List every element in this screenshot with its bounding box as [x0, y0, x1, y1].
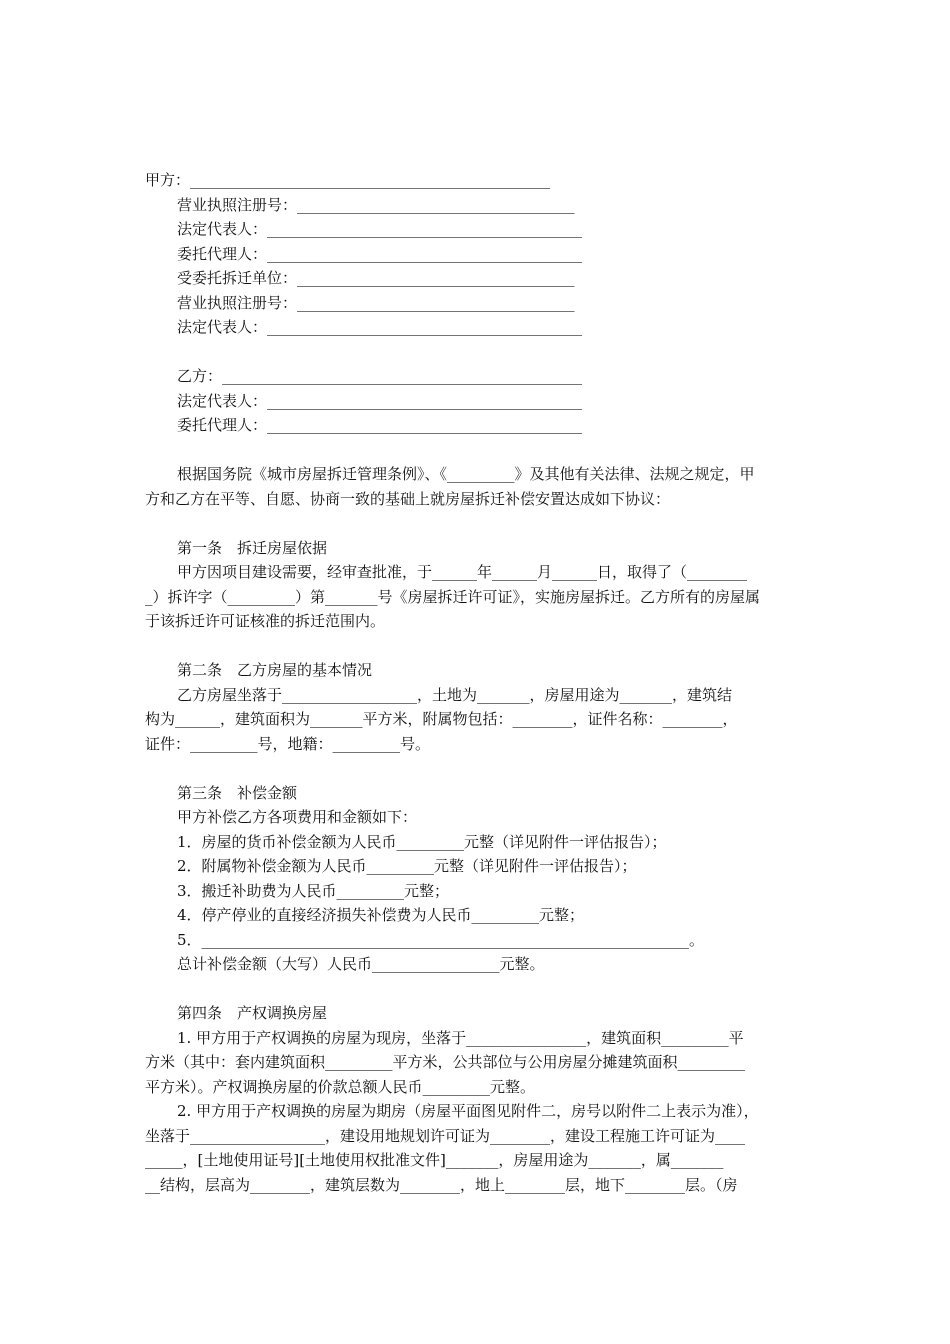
article-4-line: 坐落于__________________，建设用地规划许可证为________，建设工程施工许可证为____ [145, 1126, 746, 1145]
preamble-line: 方和乙方在平等、自愿、协商一致的基础上就房屋拆迁补偿安置达成如下协议： [145, 489, 671, 508]
article-1-line: 于该拆迁许可证核准的拆迁范围内。 [145, 612, 386, 630]
article-3-item: 4．停产停业的直接经济损失补偿费为人民币_________元整； [177, 906, 585, 924]
article-1-line: 甲方因项目建设需要，经审查批准，于______年______月______日，取得了（________ [177, 563, 748, 581]
article-2-line: 乙方房屋坐落于__________________，土地为_______，房屋用途为_______，建筑结 [177, 685, 733, 704]
article-1-title: 第一条 拆迁房屋依据 [177, 538, 328, 557]
article-3-title: 第三条 补偿金额 [177, 783, 298, 802]
article-4-line: __结构，层高为________，建筑层数为________，地上________层，地下________层。（房 [145, 1175, 738, 1194]
article-3-total: 总计补偿金额（大写）人民币_________________元整。 [177, 955, 545, 973]
article-4-title: 第四条 产权调换房屋 [177, 1004, 328, 1022]
preamble-line: 根据国务院《城市房屋拆迁管理条例》、《_________》及其他有关法律、法规之规定，甲 [177, 465, 755, 483]
article-4-line: 方米（其中：套内建筑面积_________平方米，公共部位与公用房屋分摊建筑面积_________ [145, 1053, 746, 1071]
party-a-agent: 委托代理人：__________________________________________ [177, 244, 583, 263]
article-4-line: _____，[土地使用证号][土地使用权批准文件]_______，房屋用途为_______，属_______ [145, 1151, 724, 1169]
article-2-line: 构为______，建筑面积为_______平方米，附属物包括：________，证件名称：________， [145, 710, 738, 728]
party-b-agent: 委托代理人：__________________________________________ [177, 416, 583, 434]
article-3-item: 3．搬迁补助费为人民币_________元整； [177, 881, 450, 900]
article-4-line: 2. 甲方用于产权调换的房屋为期房（房屋平面图见附件二，房号以附件二上表示为准）， [177, 1102, 759, 1120]
article-3-item: 5．_________________________________________________________________。 [177, 930, 705, 949]
article-4-line: 1. 甲方用于产权调换的房屋为现房，坐落于________________，建筑面积_________平 [177, 1028, 744, 1047]
party-a-license-no: 营业执照注册号：_____________________________________ [177, 195, 575, 214]
party-a-entrusted-unit: 受委托拆迁单位：_____________________________________ [177, 269, 575, 287]
party-b-label: 乙方：________________________________________________ [177, 367, 583, 385]
article-3-intro: 甲方补偿乙方各项费用和金额如下： [177, 808, 418, 826]
party-b-legal-rep: 法定代表人：__________________________________________ [177, 391, 583, 410]
article-4-line: 平方米）。产权调换房屋的价款总额人民币_________元整。 [145, 1077, 536, 1096]
article-2-line: 证件：_________号，地籍：_________号。 [145, 734, 431, 753]
contract-page [145, 168, 807, 1197]
article-1-line: _）拆许字（_________）第_______号《房屋拆迁许可证》，实施房屋拆迁。乙方所有的房屋属 [145, 587, 761, 606]
party-a-unit-license-no: 营业执照注册号：_____________________________________ [177, 293, 575, 312]
article-2-title: 第二条 乙方房屋的基本情况 [177, 661, 373, 679]
party-a-legal-rep: 法定代表人：__________________________________________ [177, 220, 583, 238]
article-3-item: 2．附属物补偿金额为人民币_________元整（详见附件一评估报告）； [177, 857, 637, 875]
party-a-unit-legal-rep: 法定代表人：__________________________________________ [177, 318, 583, 336]
party-a-label: 甲方：________________________________________________ [145, 171, 551, 189]
article-3-item: 1．房屋的货币补偿金额为人民币_________元整（详见附件一评估报告）； [177, 832, 667, 851]
